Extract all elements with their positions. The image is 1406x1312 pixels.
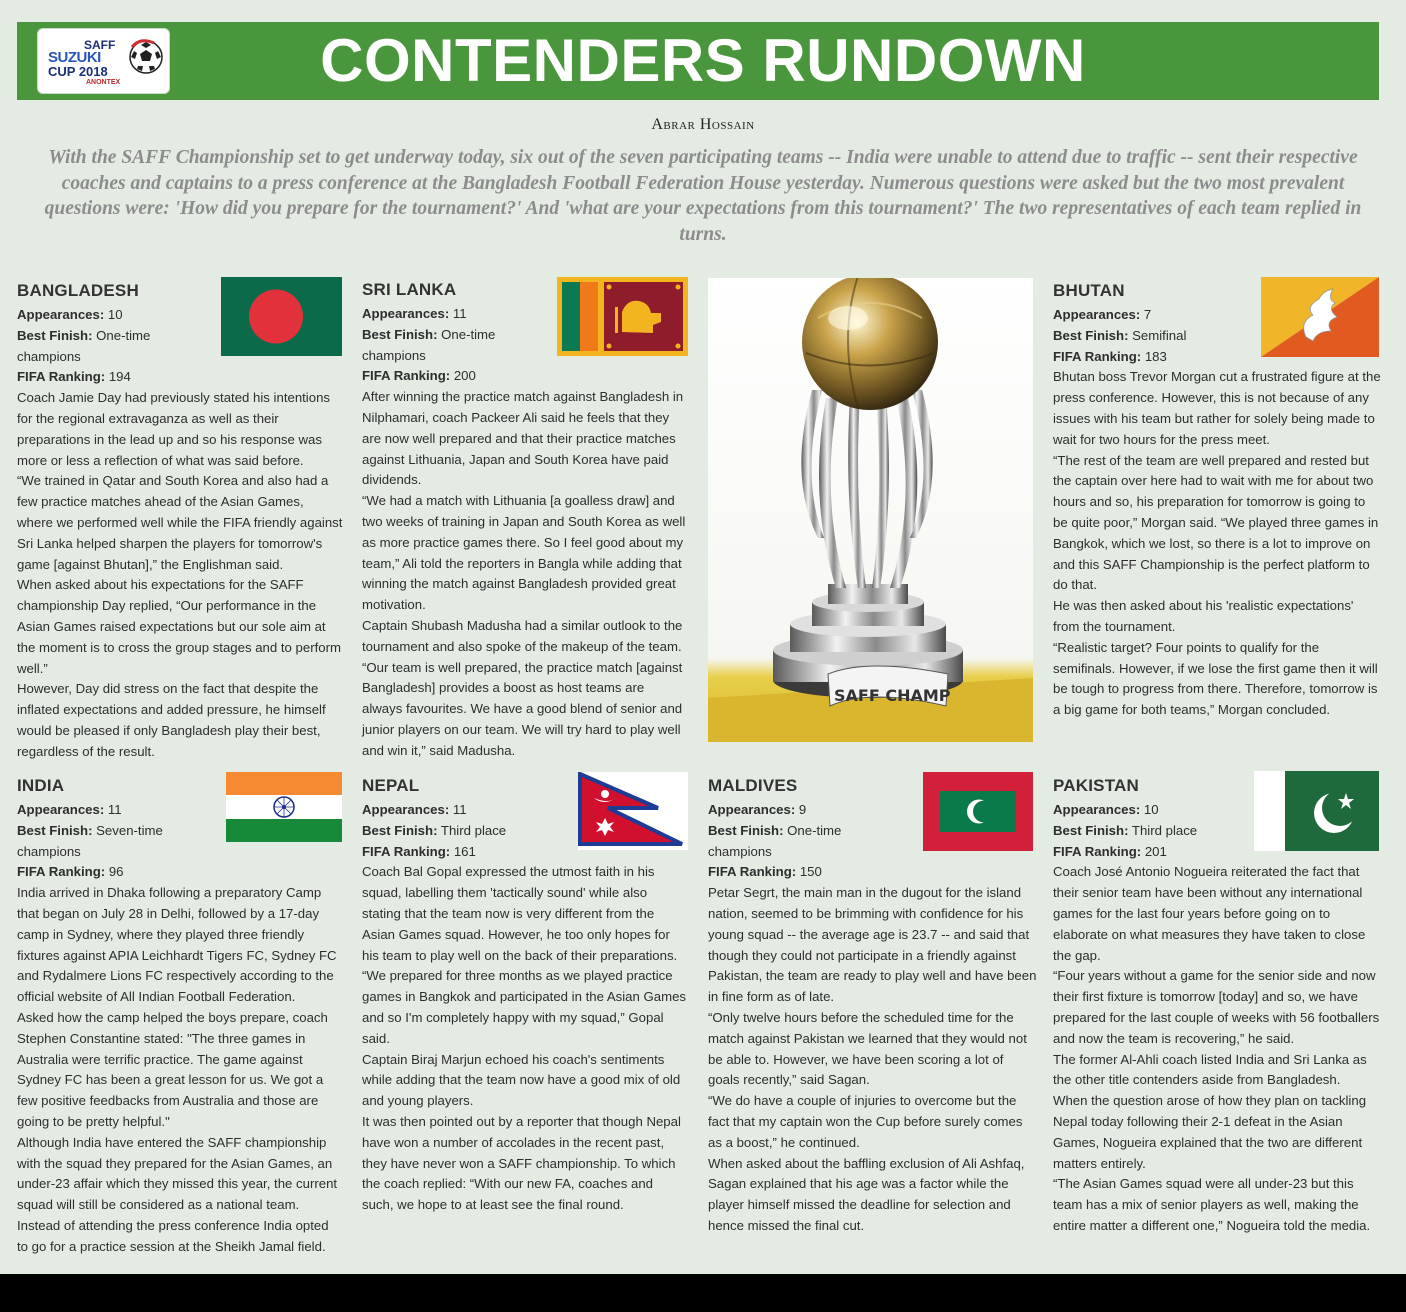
article-paragraph: Coach José Antonio Nogueira reiterated the fact that their senior team have been without any international games for the last four years before going on to elaborate on what measures they have taken to close the gap. (1053, 864, 1366, 963)
article-paragraph: When asked about his expectations for the SAFF championship Day replied, “Our performance in the Asian Games raised expectations but our sole aim at the moment is to cross the group stages and to perform well.” (17, 577, 341, 676)
best-finish-row: Best Finish: Seven-time champions (17, 822, 163, 859)
logo-sponsor: ANONTEX (86, 79, 121, 86)
article-paragraph: “We do have a couple of injuries to overcome but the fact that my captain won the Cup before surely comes as a boost,” he continued. (708, 1093, 1023, 1150)
appearances-row: Appearances: 11 (362, 306, 467, 321)
best-finish-row: Best Finish: Third place (362, 822, 507, 838)
team-maldives (708, 774, 1038, 1237)
article-paragraph: “The Asian Games squad were all under-23 but this team has a mix of senior players as well, making the entire matter a different one,” Nogueira told the media. (1053, 1176, 1371, 1233)
article-paragraph: “The rest of the team are well prepared and rested but the captain over here had to wait with me for about two hours and so, his preparation for tomorrow is going to be quite poor,” Morgan said. “We played three games in Bangkok, which we lost, so there is a lot to improve on and this SAFF Championship is the perfect platform to do that. (1053, 452, 1379, 593)
logo-line-1: SAFF (84, 38, 116, 52)
article-paragraph: Petar Segrt, the main man in the dugout for the island nation, seemed to be brimming with confidence for his young squad -- the average age is 23.7 -- and said that though they could not participate in a friendly against Pakistan, the team are ready to play well and have been in fine form as of late. (708, 885, 1037, 1005)
fifa-ranking-row: FIFA Ranking: 96 (17, 864, 124, 880)
logo-line-3: CUP 2018 (48, 64, 108, 79)
page-title: CONTENDERS RUNDOWN (320, 27, 1086, 94)
appearances-row: Appearances: 9 (708, 802, 807, 817)
appearances-row: Appearances: 10 (1053, 802, 1159, 817)
fifa-ranking-row: FIFA Ranking: 150 (708, 864, 822, 880)
team-bhutan (1053, 279, 1383, 721)
logo-line-2: SUZUKI (48, 49, 101, 66)
team-name: MALDIVES (708, 776, 798, 795)
saff-trophy-image (708, 278, 1033, 742)
appearances-row: Appearances: 11 (362, 802, 467, 817)
trophy-icon (708, 278, 1033, 742)
trophy-engraving: SAFF CHAMP (834, 686, 951, 705)
intro-paragraph: With the SAFF Championship set to get underway today, six out of the seven participating teams -- India were unable to attend due to traffic -- sent their respective coaches and captains to a press conference at the Bangladesh Football Federation House yesterday. Numerous questions were asked but the two most prevalent questions were: 'How did you prepare for the tournament?' And 'what are your expectations from this tournament?' The two representatives of each team replied in turns. (44, 147, 1362, 245)
team-name: PAKISTAN (1053, 776, 1139, 795)
article-paragraph: Coach Bal Gopal expressed the utmost faith in his squad, labelling them 'tactically sound' while also stating that the team now is very different from the Asian Games squad. However, he too only hopes for his team to play well on the back of their preparations. (362, 864, 678, 963)
article-paragraph: Asked how the camp helped the boys prepare, coach Stephen Constantine stated: "The three games in Australia were terrific practice. The game against Sydney FC has been a great lesson for us. We got a few positive feedbacks from Australia and those are going to be pretty helpful." (17, 1009, 328, 1129)
article-paragraph: “Realistic target? Four points to qualify for the semifinals. However, if we lose the first game then it will be tough to progress from there. Therefore, tomorrow is a big game for both teams,” Morgan concluded. (1053, 639, 1378, 718)
appearances-row: Appearances: 7 (1053, 307, 1152, 322)
article-paragraph: The former Al-Ahli coach listed India and Sri Lanka as the other title contenders aside from Bangladesh. (1053, 1051, 1367, 1088)
article-paragraph: However, Day did stress on the fact that despite the inflated expectations and added pressure, he himself would be pleased if only Bangladesh play their best, regardless of the result. (17, 681, 326, 759)
article-paragraph: It was then pointed out by a reporter that though Nepal have won a number of accolades in the recent past, they have never won a SAFF championship. To which the coach replied: “With our new FA, coaches and such, we hope to at least see the final round. (362, 1113, 681, 1213)
team-name: INDIA (17, 776, 65, 795)
fifa-ranking-row: FIFA Ranking: 183 (1053, 348, 1167, 364)
article-paragraph: Captain Shubash Madusha had a similar outlook to the tournament and also spoke of the makeup of the team. (362, 617, 683, 654)
article-paragraph: “Four years without a game for the senior side and now their first fixture is tomorrow [today] and so, we have prepared for the last couple of weeks with 56 footballers and now the team is recovering,” he said. (1053, 968, 1380, 1046)
best-finish-row: Best Finish: One-time champions (17, 327, 151, 364)
team-nepal (362, 774, 688, 1216)
team-bangladesh (17, 279, 343, 763)
best-finish-row: Best Finish: Semifinal (1053, 327, 1187, 343)
appearances-row: Appearances: 10 (17, 307, 123, 322)
article-paragraph: Instead of attending the press conference India opted to go for a practice session at the Sheikh Jamal field. (17, 1217, 329, 1254)
team-pakistan (1053, 774, 1383, 1237)
fifa-ranking-row: FIFA Ranking: 194 (17, 369, 131, 385)
best-finish-row: Best Finish: One-time champions (708, 822, 842, 859)
best-finish-row: Best Finish: Third place (1053, 822, 1198, 838)
article-paragraph: He was then asked about his 'realistic expectations' from the tournament. (1053, 598, 1354, 634)
byline: Abrar Hossain (651, 116, 755, 133)
article-paragraph: “Our team is well prepared, the practice match [against Bangladesh] provides a boost as host teams are always favourites. We have a good blend of senior and junior players on our team. We will try hard to play well and win it,” said Madusha. (362, 659, 683, 758)
fifa-ranking-row: FIFA Ranking: 201 (1053, 843, 1167, 859)
article-paragraph: Coach Jamie Day had previously stated his intentions for the regional extravaganza as well as their preparations in the lead up and so his response was more or less a reflection of what was said before. (17, 390, 331, 468)
article-paragraph: India arrived in Dhaka following a preparatory Camp that began on July 28 in Delhi, followed by a 17-day camp in Sydney, where they played three friendly fixtures against APIA Leichhardt Tigers FC, Sydney FC and Rydalmere Lions FC respectively according to the official website of All Indian Football Federation. (17, 885, 337, 1005)
article-paragraph: After winning the practice match against Bangladesh in Nilphamari, coach Packeer Ali said he feels that they are now well prepared and that their practice matches against Lithuania, Japan and South Korea have paid dividends. (362, 389, 684, 488)
article-paragraph: Although India have entered the SAFF championship with the squad they prepared for the Asian Games, an under-23 affair which they missed this year, the current squad will still be considered as a national team. (17, 1134, 338, 1213)
team-sri-lanka (362, 278, 688, 762)
team-name: SRI LANKA (362, 280, 457, 299)
article-paragraph: “We prepared for three months as we played practice games in Bangkok and participated in the Asian Games and so I'm completely happy with my squad,” Gopal said. (362, 968, 687, 1046)
appearances-row: Appearances: 11 (17, 802, 122, 817)
footer-bar (0, 1274, 1406, 1312)
article-paragraph: “We trained in Qatar and South Korea and also had a few practice matches ahead of the Asian Games, where we performed well while the FIFA friendly against Sri Lanka helped sharpen the players for tomorrow's game [against Bhutan],” the Englishman said. (17, 473, 343, 572)
article-paragraph: Captain Biraj Marjun echoed his coach's sentiments while adding that the team now have a good mix of old and young players. (362, 1051, 681, 1109)
article-paragraph: When the question arose of how they plan on tackling Nepal today following their 2-1 defeat in the Asian Games, Nogueira explained that the two are different matters entirely. (1053, 1093, 1367, 1171)
best-finish-row: Best Finish: One-time champions (362, 326, 496, 363)
team-name: BHUTAN (1053, 281, 1125, 300)
article-paragraph: When asked about the baffling exclusion of Ali Ashfaq, Sagan explained that his age was a factor while the player himself missed the deadline for selection and hence missed the final cut. (708, 1155, 1025, 1233)
team-name: BANGLADESH (17, 281, 139, 300)
article-paragraph: “Only twelve hours before the scheduled time for the match against Pakistan we learned that they would not be able to. However, we have been scoring a lot of goals recently,” said Sagan. (708, 1009, 1027, 1088)
article-paragraph: “We had a match with Lithuania [a goalless draw] and two weeks of training in Japan and South Korea as well as more practice games there. So I feel good about my team,” Ali told the reporters in Bangla while adding that winning the match against Bangladesh provided great motivation. (362, 493, 686, 613)
article-paragraph: Bhutan boss Trevor Morgan cut a frustrated figure at the press conference. However, this is not because of any issues with his team but rather for solely being made to wait for two hours for the press meet. (1053, 369, 1381, 447)
fifa-ranking-row: FIFA Ranking: 200 (362, 368, 476, 384)
team-name: NEPAL (362, 776, 420, 795)
team-india (17, 774, 343, 1258)
fifa-ranking-row: FIFA Ranking: 161 (362, 843, 476, 859)
